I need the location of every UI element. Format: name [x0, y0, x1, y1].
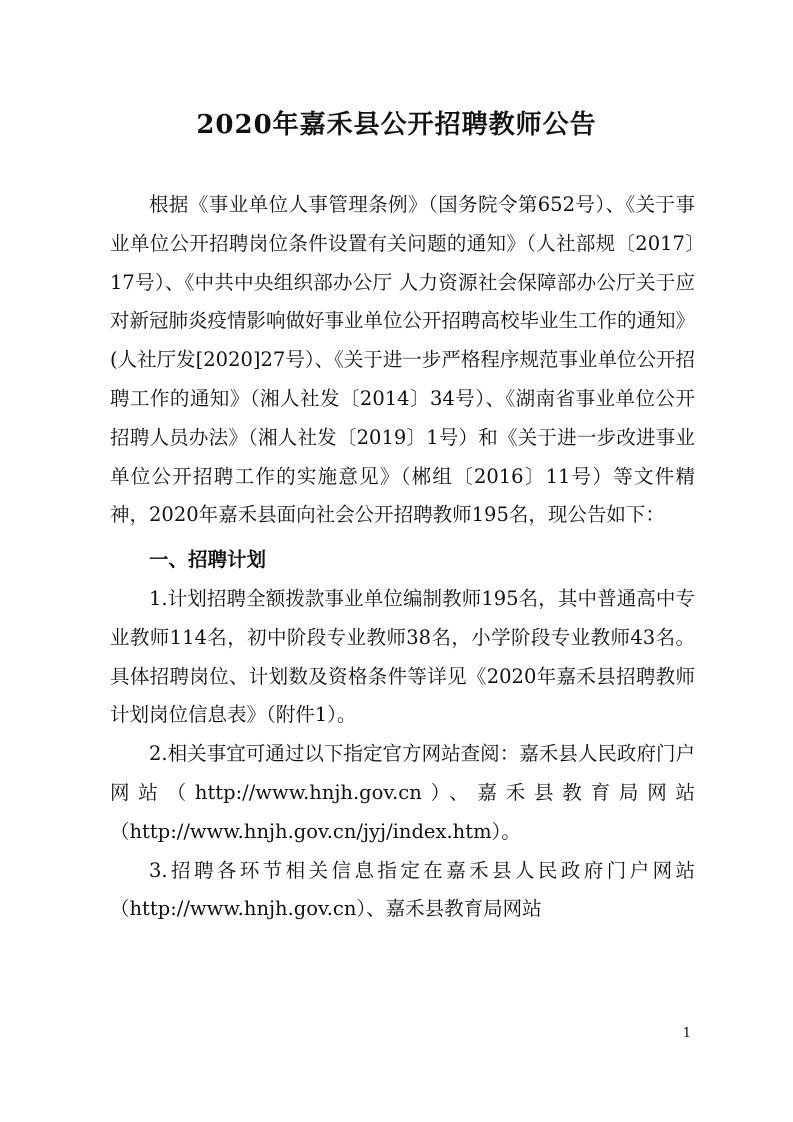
plan-item-2: 2.相关事宜可通过以下指定官方网站查阅：嘉禾县人民政府门户网站（http://www.hnjh.gov.cn）、嘉禾县教育局网站（http://www.hnjh.gov.cn/jyj/index.htm）。	[110, 742, 695, 843]
page-number: 1	[682, 1026, 691, 1041]
plan-item-3: 3.招聘各环节相关信息指定在嘉禾县人民政府门户网站（http://www.hnjh.gov.cn）、嘉禾县教育局网站	[110, 858, 695, 921]
plan-item-1: 1.计划招聘全额拨款事业单位编制教师195名，其中普通高中专业教师114名，初中阶段专业教师38名，小学阶段专业教师43名。具体招聘岗位、计划数及资格条件等详见《2020年嘉禾县招聘教师计划岗位信息表》（附件1）。	[110, 586, 695, 727]
document-body	[110, 186, 695, 929]
section-heading-recruitment-plan: 一、招聘计划	[149, 548, 267, 572]
intro-paragraph: 根据《事业单位人事管理条例》（国务院令第652号）、《关于事业单位公开招聘岗位条件设置有关问题的通知》（人社部规〔2017〕17号）、《中共中央组织部办公厅 人力资源社会保障部办公厅关于应对新冠肺炎疫情影响做好事业单位公开招聘高校毕业生工作的通知》(人社厅发[2020]27号）、《关于进一步严格程序规范事业单位公开招聘工作的通知》（湘人社发〔2014〕34号）、《湖南省事业单位公开招聘人员办法》（湘人社发〔2019〕1号）和《关于进一步改进事业单位公开招聘工作的实施意见》（郴组〔2016〕11号）等文件精神，2020年嘉禾县面向社会公开招聘教师195名，现公告如下：	[110, 193, 696, 527]
document-title: 2020年嘉禾县公开招聘教师公告	[196, 110, 597, 140]
